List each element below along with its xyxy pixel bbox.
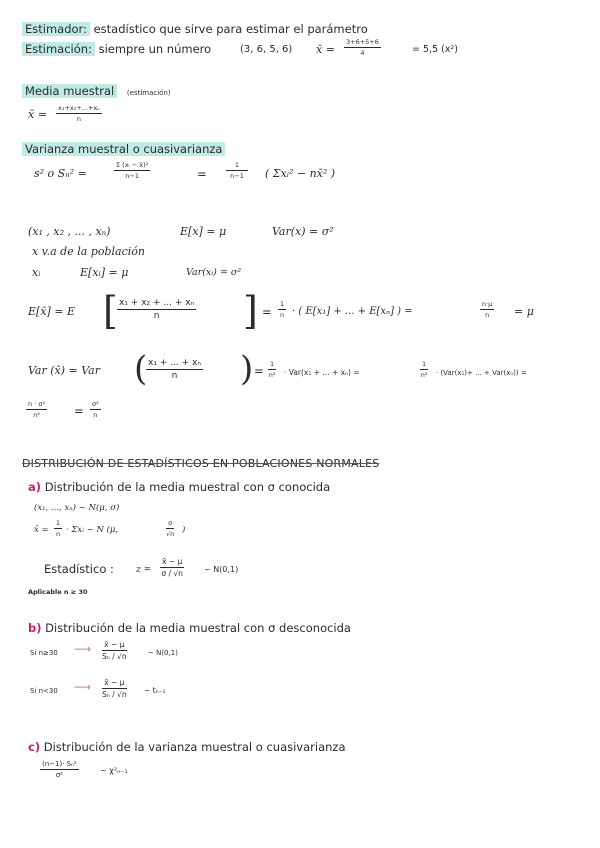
expect-num: x₁ + x₂ + ... + xₙ (119, 298, 195, 308)
variance-f2 (420, 360, 428, 379)
expect-bracket-close: ] (243, 289, 258, 333)
expect-bracket-open: [ (103, 289, 118, 333)
variance-f1-num: 1 (270, 360, 275, 368)
b-title: Distribución de la media muestral con σ desconocida (45, 621, 351, 635)
a-close: ) (182, 525, 186, 535)
expect-result-num: n·μ (482, 300, 493, 308)
a-frac-1n-den: n (56, 530, 61, 538)
b-r2-frac (102, 678, 127, 699)
expect-mid-text: · ( E[x₁] + ... + E[xₙ] ) = (292, 306, 413, 317)
a-stat-z: z = (136, 565, 152, 575)
expect-eq-sign: = (262, 305, 272, 319)
b-r2-den: Sₙ / √n (102, 690, 127, 699)
estimacion-line (22, 42, 211, 56)
media-heading (22, 84, 171, 100)
variance-r2-den: n (93, 411, 98, 419)
c-den: σ² (55, 771, 63, 779)
a-heading (28, 480, 330, 494)
a-sigma-frac (166, 519, 174, 538)
estimador-text: estadístico que sirve para estimar el parámetro (89, 22, 368, 36)
media-note: (estimación) (126, 89, 171, 97)
c-title: Distribución de la varianza muestral o cuasivarianza (43, 740, 346, 754)
varianza-eq: = (197, 167, 207, 181)
b-r1-den: Sₙ / √n (102, 652, 127, 661)
a-frac-1n-num: 1 (56, 519, 61, 527)
variance-fraction (146, 358, 203, 381)
a-stat-den: σ / √n (161, 569, 183, 578)
variance-f2-den: n² (420, 371, 428, 379)
xi-label: xᵢ (32, 266, 41, 279)
variance-r1-num: n · σ² (28, 400, 46, 408)
a-stat-num: x̄ − μ (162, 557, 183, 566)
xbar-lhs: x̄ = (316, 43, 335, 56)
expect-result-den: n (485, 311, 490, 319)
sample-mean-fraction (344, 38, 381, 57)
a-bullet: a) (28, 480, 42, 494)
a-distribution: (x₁, ..., xₙ) ~ N(μ, σ) (34, 503, 120, 513)
c-num: (n−1)· Sₙ² (42, 760, 77, 768)
a-sigma-den: √n (166, 530, 175, 538)
variance-tail: · (Var(x₁)+ ... + Var(xₙ)) = (436, 369, 527, 377)
a-stat-frac (160, 557, 184, 578)
varianza-den-2: n−1 (230, 172, 244, 180)
a-stat-label: Estadístico : (44, 562, 114, 576)
variance-f1-den: n² (268, 371, 276, 379)
variance-r1-den: n² (33, 411, 40, 419)
varianza-fraction-2 (226, 161, 248, 180)
c-dist: ~ χ²ₙ₋₁ (100, 766, 128, 775)
varianza-fraction-1 (114, 161, 150, 180)
estimacion-label: Estimación: (22, 42, 95, 56)
media-den: n (76, 115, 81, 123)
b-r1-dist: ~ N(0,1) (148, 649, 178, 657)
a-xbar-lhs: x̄ = (34, 525, 49, 535)
a-note: Aplicable n ≥ 30 (28, 588, 88, 596)
variance-mid: · Var(x₁ + ... + xₙ) = (284, 368, 360, 377)
varianza-tail: ( Σxᵢ² − nx̄² ) (265, 167, 336, 180)
b-r2-dist: ~ tₙ₋₁ (144, 686, 166, 695)
estimador-line (22, 22, 368, 36)
a-stat-dist: ~ N(0,1) (204, 565, 239, 574)
a-sigma-num: σ (166, 519, 174, 529)
variance-r-eq: = (74, 404, 84, 418)
variance-paren-close: ) (240, 349, 254, 389)
variance-r1 (26, 400, 47, 419)
expectation-xi: E[xᵢ] = μ (80, 266, 129, 279)
sample-tuple: (x₁ , x₂ , ... , xₙ) (28, 225, 111, 238)
sample-mean-den: 4 (360, 49, 365, 57)
sample-values: (3, 6, 5, 6) (240, 44, 293, 55)
expect-den: n (153, 311, 160, 321)
varianza-num-2: 1 (226, 161, 248, 171)
expect-mid-num: 1 (280, 300, 285, 308)
a-sum-dist: · Σxᵢ ~ N (μ, (66, 525, 119, 535)
sample-mean-num: 3+6+5+6 (346, 38, 379, 46)
variance-paren-open: ( (134, 349, 148, 389)
c-heading (28, 740, 346, 754)
b-r2-num: x̄ − μ (102, 678, 127, 689)
varianza-heading (22, 142, 225, 156)
section-title: DISTRIBUCIÓN DE ESTADÍSTICOS EN POBLACIONES NORMALES (22, 457, 380, 470)
variance-den: n (171, 371, 178, 381)
c-frac (40, 760, 79, 779)
estimador-label: Estimador: (22, 22, 90, 36)
varianza-title: Varianza muestral o cuasivarianza (22, 142, 225, 156)
variance-num: x₁ + ... + xₙ (148, 358, 201, 368)
varianza-den-1: n−1 (125, 172, 139, 180)
expect-mid-fraction (278, 300, 286, 319)
a-title: Distribución de la media muestral con σ conocida (44, 480, 331, 494)
varianza-lhs: s² o Sₙ² = (34, 167, 87, 180)
expect-result-fraction (480, 300, 494, 319)
b-r1-si: Si n≥30 (30, 649, 58, 657)
variance-f1 (268, 360, 276, 379)
population-va-line: x v.a de la población (32, 245, 145, 258)
expect-mid-den: n (280, 311, 285, 319)
a-frac-1n (54, 519, 62, 538)
estimacion-text: siempre un número (94, 42, 212, 56)
expect-result: = μ (514, 305, 534, 318)
variance-lhs: Var (x̄) = Var (28, 364, 100, 377)
varianza-num-1: Σ (xᵢ − x̄)² (116, 161, 149, 169)
media-fraction (56, 104, 102, 123)
b-r2-arrow-icon: ⟶ (74, 680, 92, 694)
variance-eq-sign: = (254, 364, 264, 378)
b-r1-arrow-icon: ⟶ (74, 642, 92, 656)
b-bullet: b) (28, 621, 42, 635)
variance-r2 (90, 400, 101, 419)
b-r1-frac (102, 640, 127, 661)
b-r1-num: x̄ − μ (102, 640, 127, 651)
expectation-x: E[x] = μ (180, 225, 227, 238)
media-lhs: x̄ = (28, 108, 47, 121)
expect-fraction (117, 298, 196, 321)
media-num: x₁+x₂+...+xₙ (58, 104, 100, 112)
variance-r2-num: σ² (92, 400, 99, 408)
media-title: Media muestral (22, 84, 117, 98)
b-heading (28, 621, 351, 635)
expect-lhs: E[x̄] = E (28, 305, 76, 318)
b-r2-si: Si n<30 (30, 687, 58, 695)
variance-xi: Var(xᵢ) = σ² (186, 267, 242, 278)
sample-mean-result: = 5,5 (x²) (412, 44, 458, 55)
variance-f2-num: 1 (422, 360, 427, 368)
c-bullet: c) (28, 740, 41, 754)
variance-x: Var(x) = σ² (272, 225, 334, 238)
